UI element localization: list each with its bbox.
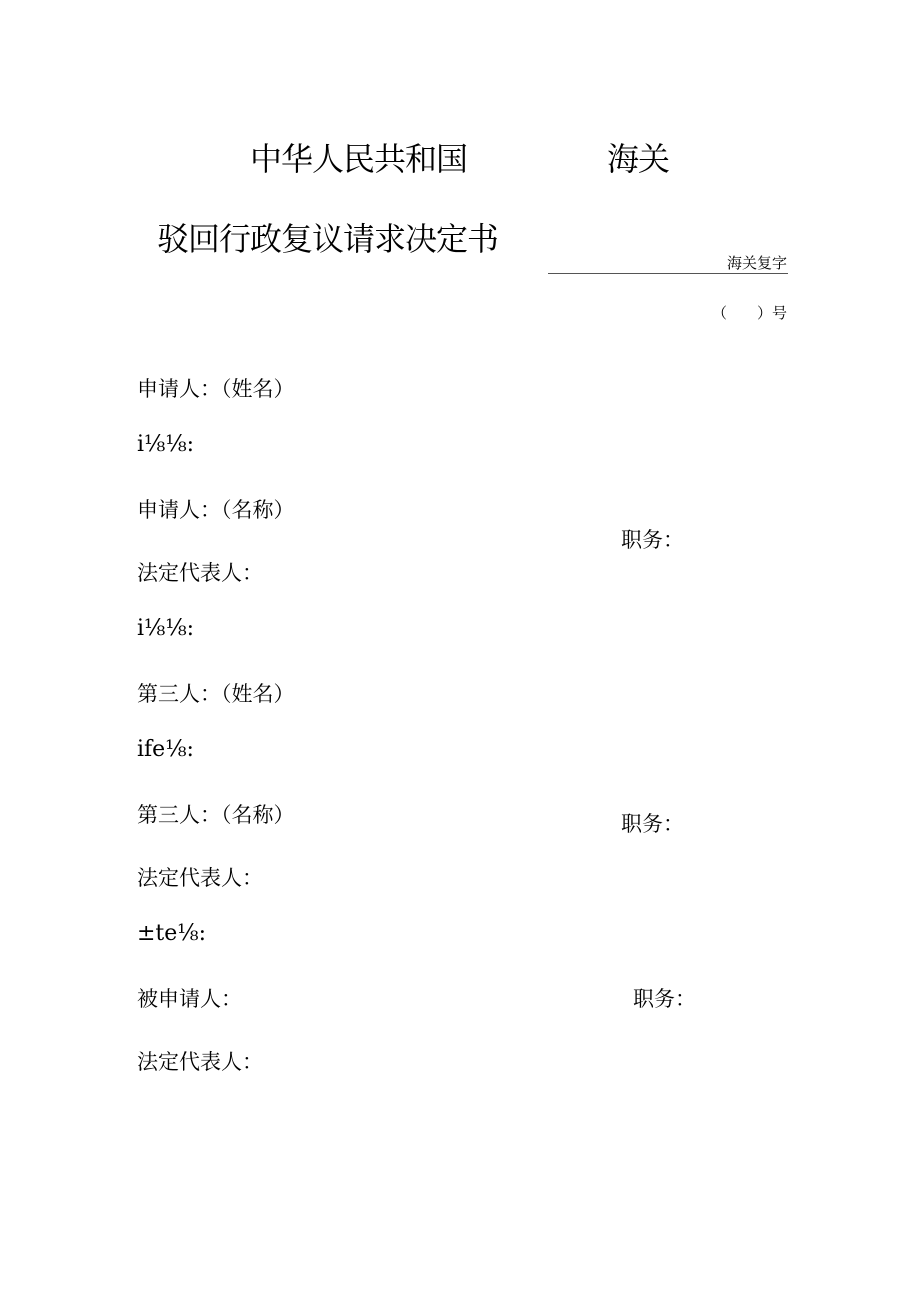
position-label-2: 职务： <box>621 812 684 836</box>
legal-representative-label-2: 法定代表人： <box>137 866 263 890</box>
applicant-org-label: 申请人：（名称） <box>137 498 295 522</box>
garbled-text-4: ±te⅛: <box>137 921 207 946</box>
position-label-1: 职务： <box>621 528 684 552</box>
applicant-person-label: 申请人：（姓名） <box>137 377 295 401</box>
document-title: 驳回行政复议请求决定书 <box>157 220 499 258</box>
garbled-text-2: i⅛⅛: <box>137 616 195 641</box>
third-party-org-label: 第三人：（名称） <box>137 803 295 827</box>
respondent-label: 被申请人： <box>137 987 242 1011</box>
garbled-text-3: ife⅛: <box>137 737 194 762</box>
legal-representative-label-3: 法定代表人： <box>137 1050 263 1074</box>
reference-underline <box>548 273 788 274</box>
position-label-3: 职务： <box>633 987 696 1011</box>
legal-representative-label-1: 法定代表人： <box>137 561 263 585</box>
reference-prefix: 海关复字 <box>726 254 787 272</box>
title-country: 中华人民共和国 <box>250 140 468 178</box>
reference-number: （ ）号 <box>711 304 787 322</box>
title-customs: 海关 <box>607 140 670 178</box>
third-party-person-label: 第三人：（姓名） <box>137 682 295 706</box>
garbled-text-1: i⅛⅛: <box>137 432 195 457</box>
